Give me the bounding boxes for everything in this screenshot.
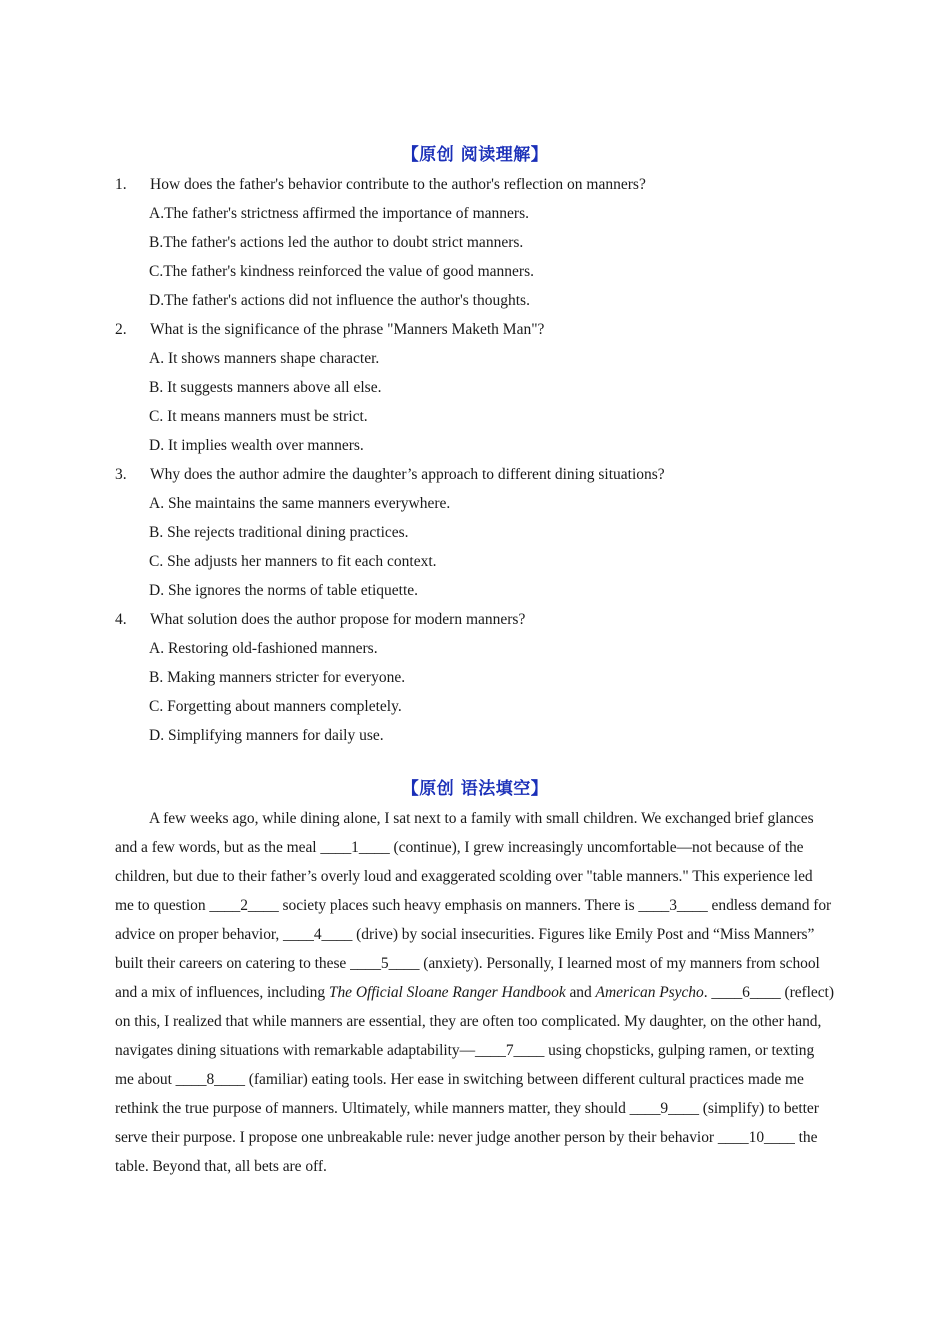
question-text: Why does the author admire the daughter’s approach to different dining situations? — [150, 466, 665, 483]
option-c: C. Forgetting about manners completely. — [149, 698, 402, 715]
grammar-section-title: 【原创 语法填空】 — [401, 779, 549, 799]
question-number: 2. — [115, 321, 127, 338]
book-title-psycho: American Psycho — [595, 984, 704, 1001]
question-number: 1. — [115, 176, 127, 193]
grammar-passage — [115, 804, 835, 1181]
option-d: D. Simplifying manners for daily use. — [149, 727, 384, 744]
document-page — [115, 140, 835, 1181]
question-text: What solution does the author propose for modern manners? — [150, 611, 526, 628]
question-stem — [115, 315, 835, 344]
question-3 — [115, 460, 835, 605]
question-stem — [115, 605, 835, 634]
question-4 — [115, 605, 835, 750]
question-number: 3. — [115, 466, 127, 483]
option-a: A. She maintains the same manners everywhere. — [149, 495, 451, 512]
option-a: A. Restoring old-fashioned manners. — [149, 640, 378, 657]
question-stem — [115, 170, 835, 199]
question-2 — [115, 315, 835, 460]
option-c: C.The father's kindness reinforced the value of good manners. — [149, 263, 535, 280]
book-title-sloane: The Official Sloane Ranger Handbook — [328, 984, 566, 1001]
passage-conjunction: and — [565, 984, 596, 1001]
question-text: What is the significance of the phrase "Manners Maketh Man"? — [150, 321, 545, 338]
option-b: B. She rejects traditional dining practices. — [149, 524, 409, 541]
option-b: B. It suggests manners above all else. — [149, 379, 382, 396]
option-d: D. It implies wealth over manners. — [149, 437, 364, 454]
question-number: 4. — [115, 611, 127, 628]
passage-text-part2: . ____6____ (reflect) on this, I realized that while manners are essential, they are often too complicated. My daughter, on the other hand, navigates dining situations with remarkable adaptability—____7____ using chopsticks, gulping ramen, or texting me about ____8____ (familiar) eating tools. Her ease in switching between different cultural practices made me rethink the true purpose of manners. Ultimately, while manners matter, they should ____9____ (simplify) to better serve their purpose. I propose one unbreakable rule: never judge another person by their behavior ____10____ the table. Beyond that, all bets are off. — [115, 984, 834, 1175]
option-b: B.The father's actions led the author to doubt strict manners. — [149, 234, 524, 251]
option-b: B. Making manners stricter for everyone. — [149, 669, 406, 686]
option-d: D.The father's actions did not influence the author's thoughts. — [149, 292, 530, 309]
question-1 — [115, 170, 835, 315]
option-a: A.The father's strictness affirmed the importance of manners. — [149, 205, 529, 222]
option-d: D. She ignores the norms of table etiquette. — [149, 582, 419, 599]
passage-text-part1: A few weeks ago, while dining alone, I sat next to a family with small children. We exchanged brief glances and a few words, but as the meal ____1____ (continue), I grew increasingly uncomfortable—not because of the children, but due to their father’s overly loud and exaggerated scolding over "table manners." This experience led me to question ____2____ society places such heavy emphasis on manners. There is ____3____ endless demand for advice on proper behavior, ____4____ (drive) by social insecurities. Figures like Emily Post and “Miss Manners” built their careers on catering to these ____5____ (anxiety). Personally, I learned most of my manners from school and a mix of influences, including — [115, 810, 832, 1001]
section-spacer — [115, 750, 835, 774]
question-stem — [115, 460, 835, 489]
question-text: How does the father's behavior contribute to the author's reflection on manners? — [150, 176, 646, 193]
option-c: C. It means manners must be strict. — [149, 408, 368, 425]
option-c: C. She adjusts her manners to fit each context. — [149, 553, 437, 570]
option-a: A. It shows manners shape character. — [149, 350, 380, 367]
reading-section-title: 【原创 阅读理解】 — [401, 145, 549, 165]
